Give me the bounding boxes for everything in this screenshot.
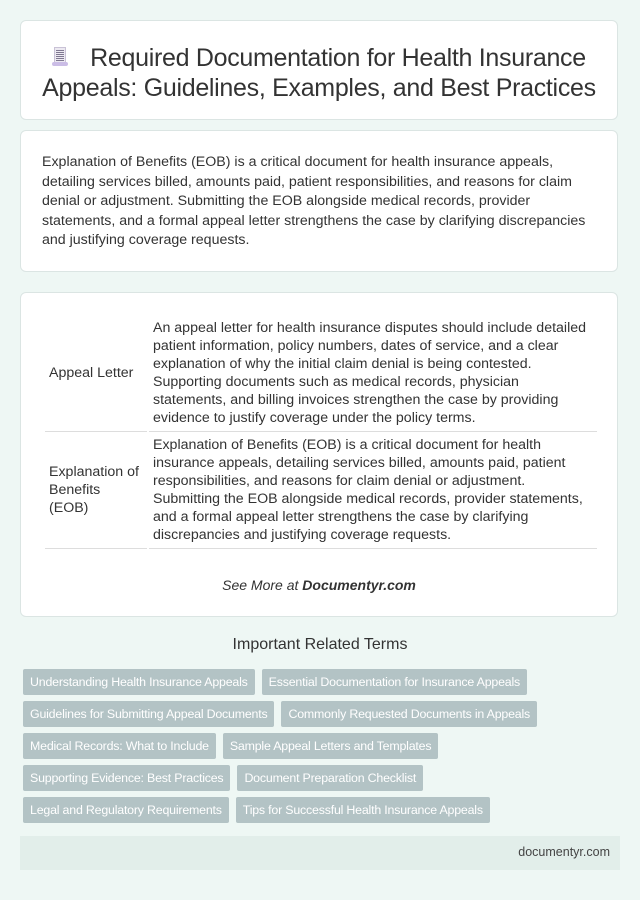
terms-table-card	[20, 292, 618, 617]
table-row	[45, 315, 597, 432]
definition-cell: Explanation of Benefits (EOB) is a critical document for health insurance appeals, detailing services billed, amounts paid, patient responsibilities, and reasons for claim denial or adjustment. Submitting the EOB alongside medical records, provider statements, and a formal appeal letter strengthens the case by clarifying discrepancies and justifying coverage requests.	[149, 432, 597, 549]
summary-card	[20, 130, 618, 272]
term-cell: Appeal Letter	[45, 315, 147, 432]
footer-site-link[interactable]: documentyr.com	[518, 845, 610, 859]
see-more	[21, 577, 617, 593]
related-term-chip[interactable]: Medical Records: What to Include	[23, 733, 216, 759]
related-term-chip[interactable]: Sample Appeal Letters and Templates	[223, 733, 438, 759]
see-more-prefix: See More at	[222, 577, 303, 593]
related-term-chip[interactable]: Guidelines for Submitting Appeal Documents	[23, 701, 274, 727]
see-more-link[interactable]: Documentyr.com	[302, 577, 416, 593]
footer	[20, 836, 620, 870]
related-term-chip[interactable]: Commonly Requested Documents in Appeals	[281, 701, 537, 727]
related-terms-list	[23, 669, 603, 823]
terms-table	[43, 315, 599, 549]
page-title	[21, 21, 617, 103]
document-scroll-icon	[52, 47, 68, 67]
related-term-chip[interactable]: Legal and Regulatory Requirements	[23, 797, 229, 823]
related-term-chip[interactable]: Essential Documentation for Insurance Appeals	[262, 669, 527, 695]
table-row	[45, 432, 597, 549]
related-term-chip[interactable]: Supporting Evidence: Best Practices	[23, 765, 230, 791]
term-cell: Explanation of Benefits (EOB)	[45, 432, 147, 549]
definition-cell: An appeal letter for health insurance disputes should include detailed patient information, policy numbers, dates of service, and a clear explanation of why the initial claim denial is being contested. Supporting documents such as medical records, physician statements, and billing invoices strengthen the case by providing evidence to justify coverage under the policy terms.	[149, 315, 597, 432]
related-terms-heading: Important Related Terms	[232, 636, 408, 653]
related-term-chip[interactable]: Understanding Health Insurance Appeals	[23, 669, 255, 695]
summary-text: Explanation of Benefits (EOB) is a critical document for health insurance appeals, detailing services billed, amounts paid, patient responsibilities, and reasons for claim denial or adjustment. Submitting the EOB alongside medical records, provider statements, and a formal appeal letter strengthens the case by clarifying discrepancies and justifying coverage requests.	[42, 154, 586, 248]
related-term-chip[interactable]: Document Preparation Checklist	[237, 765, 423, 791]
page-title-text: Required Documentation for Health Insurance Appeals: Guidelines, Examples, and Best Practices	[42, 44, 596, 102]
title-card	[20, 20, 618, 120]
related-term-chip[interactable]: Tips for Successful Health Insurance Appeals	[236, 797, 490, 823]
